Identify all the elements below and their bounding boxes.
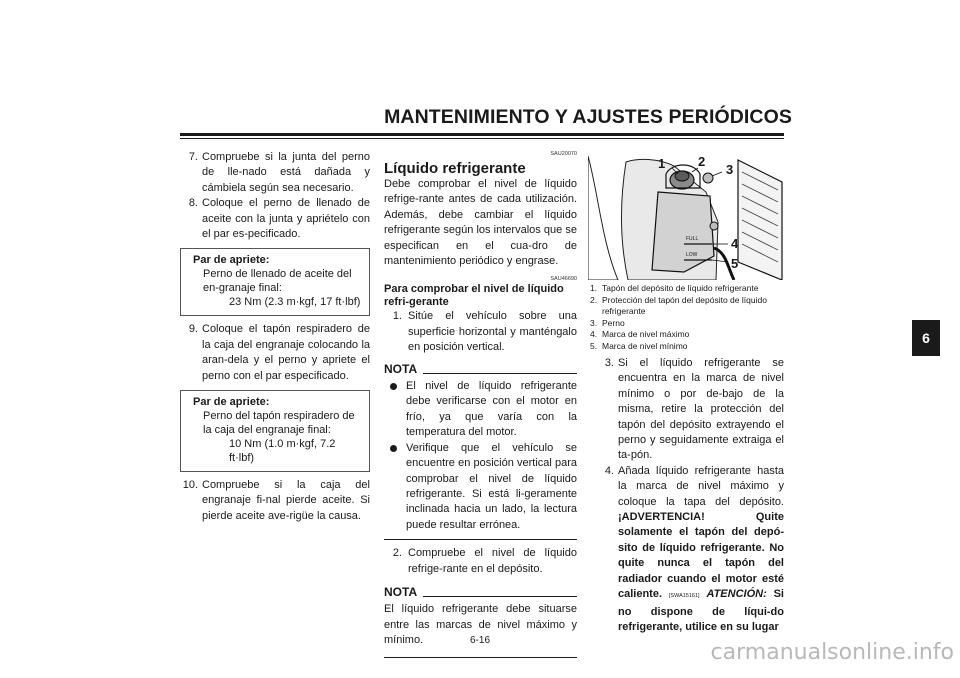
nota-rule — [423, 596, 577, 597]
callout-3: 3 — [726, 162, 734, 177]
torque-spec-box — [180, 248, 370, 316]
callout-2: 2 — [698, 154, 706, 169]
spec-title: Par de apriete: — [193, 396, 270, 409]
step-9 — [180, 322, 370, 384]
step-number: 8. — [188, 197, 198, 210]
nota-bullet — [384, 379, 577, 441]
callout-5: 5 — [731, 256, 739, 271]
warning-code: [SWA15161] — [668, 593, 700, 600]
step-text: Compruebe si la junta del perno de lle-nado está dañada y cámbiela según sea necesario. — [202, 151, 370, 194]
nota-end-rule — [384, 539, 577, 540]
spec-item: Perno del tapón respiradero de la caja del engranaje final: — [203, 410, 355, 437]
step-text: Compruebe el nivel de líquido refrige-rante en el depósito. — [408, 547, 577, 575]
nota-text: El líquido refrigerante debe situarse entre las marcas de nivel máximo y mínimo. — [384, 603, 577, 647]
step-number: 2. — [392, 547, 402, 560]
title-rule-thin — [180, 138, 784, 139]
step-number: 3. — [604, 357, 614, 369]
caption-item: 3. Perno — [590, 317, 625, 328]
step-number: 10. — [182, 479, 198, 492]
nota-header — [384, 585, 577, 600]
step-number: 4. — [604, 464, 614, 477]
nota-label: NOTA — [384, 361, 418, 376]
nota-label: NOTA — [384, 584, 418, 599]
step-text: Si el líquido refrigerante se encuentra en la marca de nivel mínimo o por de-bajo de la misma, retire la protección del tapón del depósito extrayendo el perno y seguidamente extraiga el ta-pón. — [618, 357, 784, 462]
step-number: 9. — [188, 323, 198, 336]
caption-item: 1. Tapón del depósito de líquido refrigerante — [590, 283, 759, 293]
nota-bullet — [384, 441, 577, 533]
title-rule — [180, 133, 784, 136]
spec-value: 23 Nm (2.3 m·kgf, 17 ft·lbf) — [229, 296, 361, 309]
nota-header — [384, 362, 577, 377]
step-4 — [596, 464, 784, 635]
torque-spec-box — [180, 390, 370, 472]
figure-captions — [590, 283, 786, 352]
nota-end-rule — [384, 657, 577, 658]
bullet-text: El nivel de líquido refrigerante debe verificarse con el motor en frío, ya que varía con la temperatura del motor. — [406, 380, 577, 439]
bullet-icon — [390, 445, 397, 452]
watermark: carmanualsonline.info — [710, 640, 954, 665]
left-column — [180, 150, 370, 524]
step-3 — [596, 356, 784, 464]
coolant-reservoir-figure — [588, 152, 784, 280]
step-number: 7. — [188, 151, 198, 163]
right-column — [596, 356, 784, 635]
step-text: Sitúe el vehículo sobre una superficie horizontal y manténgalo en posición vertical. — [408, 310, 577, 354]
chapter-tab[interactable] — [912, 320, 940, 356]
step-text: Compruebe si la caja del engranaje fi-nal pierde aceite. Si pierde aceite ave-rigüe la causa. — [202, 479, 370, 522]
step-8 — [180, 196, 370, 242]
atencion-label: ATENCIÓN: — [706, 588, 767, 601]
step-10 — [180, 478, 370, 524]
intro-paragraph: Debe comprobar el nivel de líquido refrige-rante antes de cada utilización. Además, debe cambiar el líquido refrigerante según los intervalos que se especifican en el cua-dro de mantenimiento periódico y engrase. — [384, 178, 577, 268]
spec-item: Perno de llenado de aceite del en-granaje final: — [203, 268, 352, 295]
step-1 — [384, 309, 577, 355]
step-text: Añada líquido refrigerante hasta la marca de nivel máximo y coloque la tapa del depósito. — [618, 464, 784, 508]
spec-value: 10 Nm (1.0 m·kgf, 7.2 ft·lbf) — [229, 438, 336, 465]
chapter-tab-label: 6 — [922, 330, 930, 346]
step-text: Coloque el tapón respiradero de la caja del engranaje colocando la aran-dela y el perno y apriete el perno con el par especificado. — [202, 323, 370, 382]
nota-rule — [423, 373, 577, 374]
spec-title: Par de apriete: — [193, 254, 270, 267]
callout-4: 4 — [731, 236, 739, 251]
reference-code: SAU46690 — [550, 276, 577, 283]
caption-item: 5. Marca de nivel mínimo — [590, 340, 688, 351]
step-number: 1. — [392, 310, 402, 323]
full-mark-label: FULL — [686, 236, 699, 242]
caption-item: 4. Marca de nivel máximo — [590, 329, 690, 339]
middle-column — [384, 150, 577, 658]
section-heading: Líquido refrigerante — [384, 160, 526, 177]
atencion-text: Si no dispone de líqui-do refrigerante, utilice en su lugar — [618, 588, 784, 633]
bullet-text: Verifique que el vehículo se encuentre en posición vertical para comprobar el nivel de líquido refrigerante. Si está li-geramente inclinada hacia un lado, la lectura puede resultar errónea. — [406, 441, 577, 531]
step-text: Coloque el perno de llenado de aceite con la junta y apriételo con el par es-pecificado. — [202, 197, 370, 241]
warning-text: ¡ADVERTENCIA! Quite solamente el tapón del depó-sito de líquido refrigerante. No quite nunca el tapón del radiador cuando el motor esté caliente. — [618, 511, 784, 601]
step-2 — [384, 546, 577, 577]
page-number: 6-16 — [469, 635, 490, 646]
low-mark-label: LOW — [686, 252, 698, 258]
bullet-icon — [390, 383, 397, 390]
callout-1: 1 — [658, 156, 666, 171]
reference-code: SAU20070 — [550, 151, 577, 157]
page-title: MANTENIMIENTO Y AJUSTES PERIÓDICOS — [384, 106, 792, 128]
step-7 — [180, 150, 370, 196]
caption-item: 2. Protección del tapón del depósito de líquido refrigerante — [590, 294, 767, 316]
reservoir-illustration — [588, 152, 784, 280]
sub-heading: Para comprobar el nivel de líquido refri-gerante — [384, 283, 564, 309]
